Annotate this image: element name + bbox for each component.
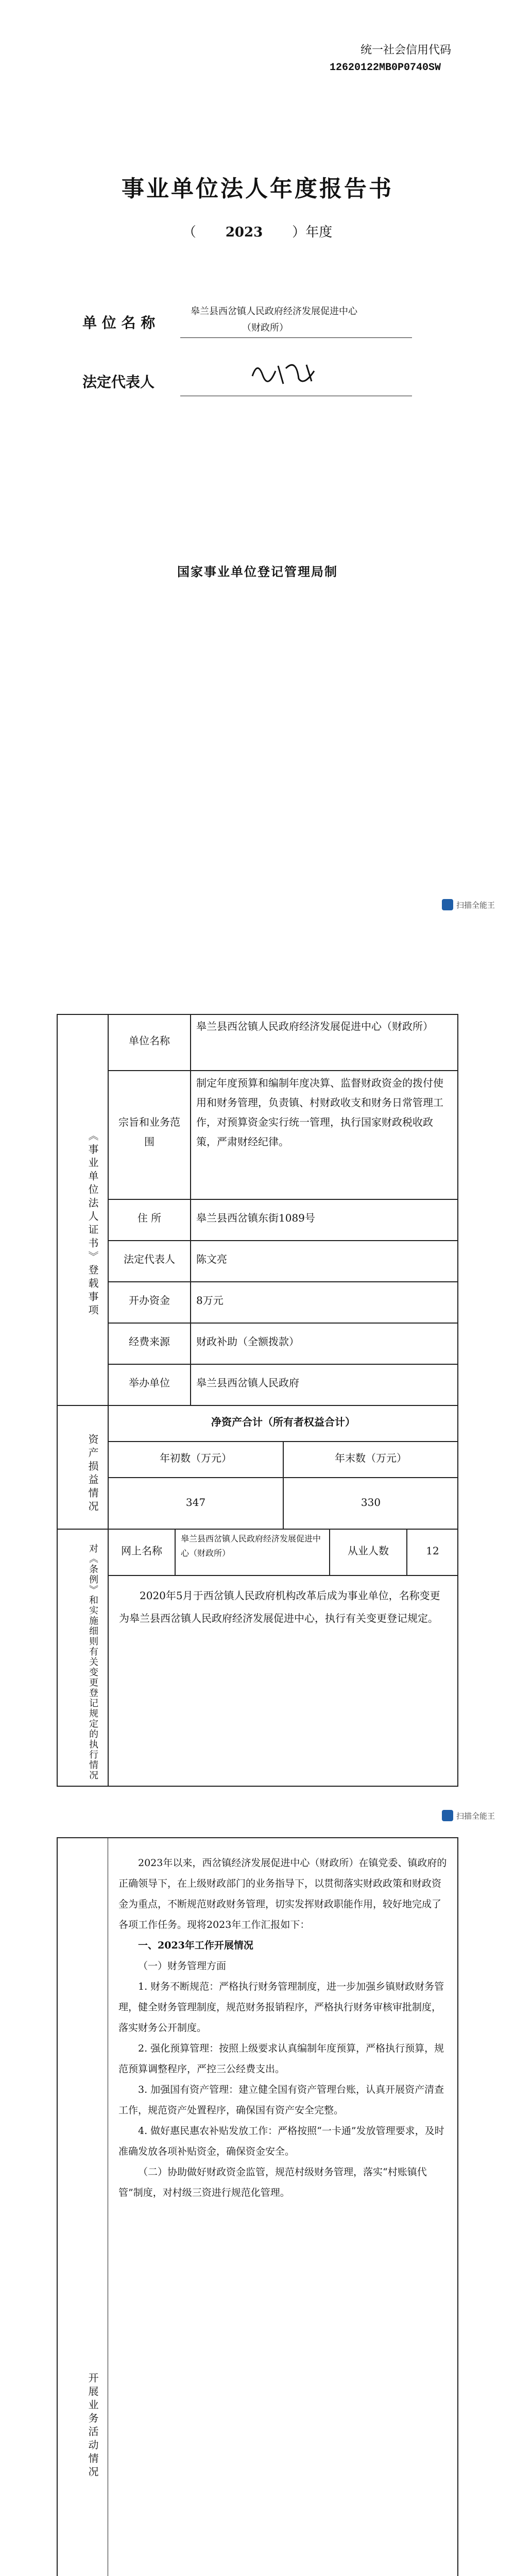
cert-row-funds-value: 8万元	[191, 1282, 458, 1323]
year-close: ）年度	[292, 225, 333, 240]
credit-code: 12620122MB0P0740SW	[330, 62, 441, 74]
cert-row-legal-value: 陈文亮	[191, 1241, 458, 1282]
unit-name-line1: 皋兰县西岔镇人民政府经济发展促进中心	[191, 306, 357, 317]
cert-row-sponsor-value: 皋兰县西岔镇人民政府	[191, 1364, 458, 1405]
page-2	[0, 911, 515, 1822]
staff-label: 从业人数	[330, 1529, 407, 1575]
scanner-watermark	[442, 899, 495, 910]
online-names: 皋兰县西岔镇人民政府经济发展促进中心（财政所）	[175, 1529, 330, 1575]
unit-name-line2: （财政所）	[242, 323, 288, 333]
cert-row-source-value: 财政补助（全额拨款）	[191, 1323, 458, 1364]
business-heading-1: 一、2023年工作开展情况	[138, 1940, 253, 1951]
watermark-text: 扫描全能王	[456, 1811, 495, 1821]
assets-begin-label: 年初数（万元）	[108, 1442, 283, 1478]
cert-row-scope-value: 制定年度预算和编制年度决算、监督财政资金的拨付使用和财务管理，负责镇、村财政收支和财务日常管理工作，对预算资金实行统一管理，执行国家财政税收政策，严肃财经纪律。	[191, 1071, 458, 1199]
issuer: 国家事业单位登记管理局制	[177, 564, 338, 579]
page-3	[0, 1822, 515, 2576]
cert-row-sponsor-label: 举办单位	[108, 1364, 191, 1405]
credit-code-label: 统一社会信用代码	[360, 44, 452, 57]
changes-text: 2020年5月于西岔镇人民政府机构改革后成为事业单位，名称变更为皋兰县西岔镇人民政府经济发展促进中心，执行有关变更登记规定。	[108, 1575, 458, 1787]
business-intro: 2023年以来，西岔镇经济发展促进中心（财政所）在镇党委、镇政府的正确领导下，在上级财政部门的业务指导下，以贯彻落实财政政策和财政资金为重点，不断规范财政财务管理，切实发挥财政职能作用，较好地完成了各项工作任务。现将2023年工作汇报如下：	[118, 1857, 447, 1930]
assets-end-value: 330	[283, 1478, 458, 1529]
unit-name-underline	[180, 337, 412, 338]
cert-row-legal-label: 法定代表人	[108, 1241, 191, 1282]
cert-row-address-label: 住 所	[108, 1199, 191, 1241]
cert-row-funds-label: 开办资金	[108, 1282, 191, 1323]
scanner-logo-icon	[442, 1810, 453, 1821]
assets-begin-value: 347	[108, 1478, 283, 1529]
cert-row-address-value: 皋兰县西岔镇东街1089号	[191, 1199, 458, 1241]
business-item-4: 4. 做好惠民惠农补贴发放工作：严格按照“一卡通”发放管理要求，及时准确发放各项补贴资金，确保资金安全。	[118, 2125, 444, 2157]
year-open: （	[182, 225, 196, 240]
assets-end-label: 年末数（万元）	[283, 1442, 458, 1478]
unit-name-label: 单 位 名 称	[82, 314, 156, 331]
changes-side-label: 对《条例》和实施细则有关变更登记规定的执行情况	[57, 1529, 108, 1787]
assets-net-header: 净资产合计（所有者权益合计）	[108, 1405, 458, 1442]
legal-rep-signature	[247, 355, 324, 392]
year-line	[0, 222, 515, 241]
cert-side-label: 《事业单位法人证书》登载事项	[57, 1014, 108, 1405]
business-item-2: 2. 强化预算管理：按照上级要求认真编制年度预算，严格执行预算，规范预算调整程序，严控三公经费支出。	[118, 2043, 444, 2075]
business-sub-2: （二）协助做好财政资金监管，规范村级财务管理，落实“村账镇代管”制度，对村级三资进行规范化管理。	[118, 2166, 427, 2198]
cert-row-source-label: 经费来源	[108, 1323, 191, 1364]
staff-value: 12	[407, 1529, 458, 1575]
scanner-logo-icon	[442, 899, 453, 910]
report-title: 事业单位法人年度报告书	[122, 176, 393, 202]
cert-row-name-label: 单位名称	[108, 1014, 191, 1071]
report-year: 2023	[225, 225, 263, 240]
cert-row-name-value: 皋兰县西岔镇人民政府经济发展促进中心（财政所）	[191, 1014, 458, 1071]
business-item-1: 1. 财务不断规范：严格执行财务管理制度，进一步加强乡镇财政财务管理，健全财务管理制度，规范财务报销程序，严格执行财务审核审批制度，落实财务公开制度。	[118, 1981, 444, 2033]
business-item-3: 3. 加强国有资产管理：建立健全国有资产管理台账，认真开展资产清查工作，规范资产处置程序，确保国有资产安全完整。	[118, 2084, 444, 2116]
online-name-label: 网上名称	[108, 1529, 175, 1575]
legal-rep-label: 法定代表人	[82, 374, 155, 391]
scanner-watermark-2	[442, 1810, 495, 1821]
cover-page	[0, 0, 515, 911]
assets-side-label: 资产损益情况	[57, 1405, 108, 1529]
business-text-block	[118, 1853, 448, 2203]
business-sub-1: （一）财务管理方面	[138, 1960, 227, 1972]
cert-row-scope-label: 宗旨和业务范围	[108, 1071, 191, 1199]
business-side-label: 开展业务活动情况	[57, 1837, 108, 2576]
watermark-text: 扫描全能王	[456, 901, 495, 910]
